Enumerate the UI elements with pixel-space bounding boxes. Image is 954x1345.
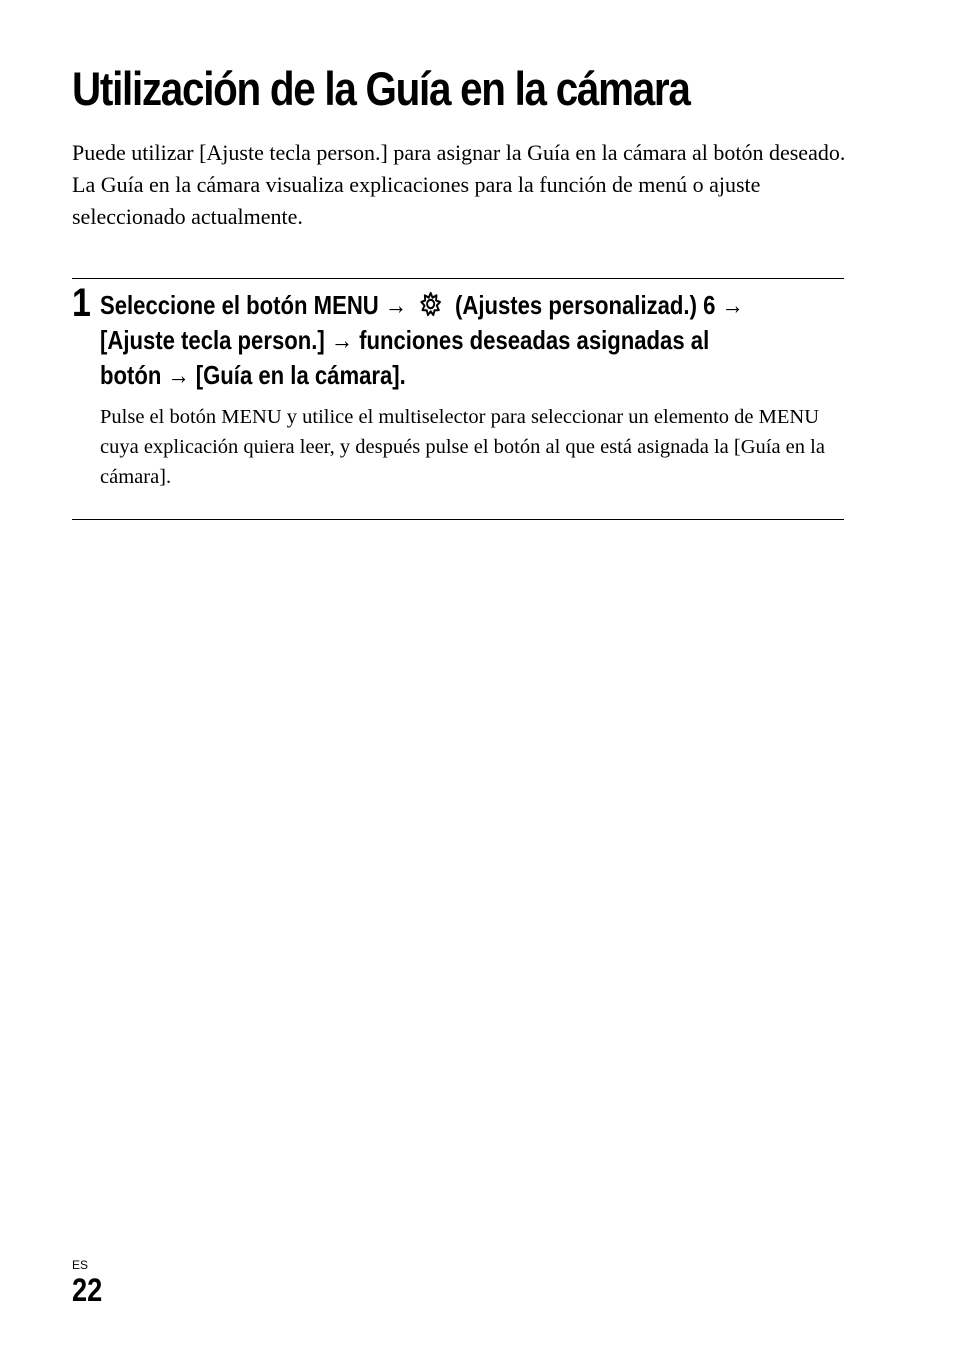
step-text-segment: [Ajuste tecla person.] <box>100 325 325 355</box>
divider-top <box>72 278 844 279</box>
intro-paragraph: La Guía en la cámara visualiza explicaciones para la función de menú o ajuste seleccionado actualmente. <box>72 172 761 229</box>
page-language-label: ES <box>72 1258 89 1272</box>
step-text-segment: (Ajustes personalizad.) 6 <box>455 290 716 320</box>
step-text-segment: funciones deseadas asignadas al <box>359 325 710 355</box>
step-text-segment: [Guía en la cámara]. <box>195 360 406 390</box>
gear-icon <box>418 290 444 318</box>
step-line-2 <box>100 323 848 358</box>
intro-text <box>72 137 852 233</box>
step-line-3 <box>100 358 848 393</box>
divider-bottom <box>72 519 844 520</box>
page-number: 22 <box>72 1272 103 1308</box>
page-title: Utilización de la Guía en la cámara <box>72 62 690 115</box>
step-instruction <box>100 288 848 393</box>
arrow-right-icon: → <box>330 325 353 355</box>
arrow-right-icon: → <box>721 290 744 320</box>
step-number: 1 <box>72 281 91 325</box>
arrow-right-icon: → <box>167 360 190 390</box>
intro-paragraph: Puede utilizar [Ajuste tecla person.] para asignar la Guía en la cámara al botón deseado. <box>72 140 846 165</box>
step-text-segment: botón <box>100 360 162 390</box>
arrow-right-icon: → <box>384 290 408 320</box>
step-line-1 <box>100 288 848 323</box>
step-text-segment: Seleccione el botón MENU <box>100 290 379 320</box>
step-description: Pulse el botón MENU y utilice el multiselector para seleccionar un elemento de MENU cuya explicación quiera leer, y después pulse el botón al que está asignada la [Guía en la cámara]. <box>100 406 825 488</box>
